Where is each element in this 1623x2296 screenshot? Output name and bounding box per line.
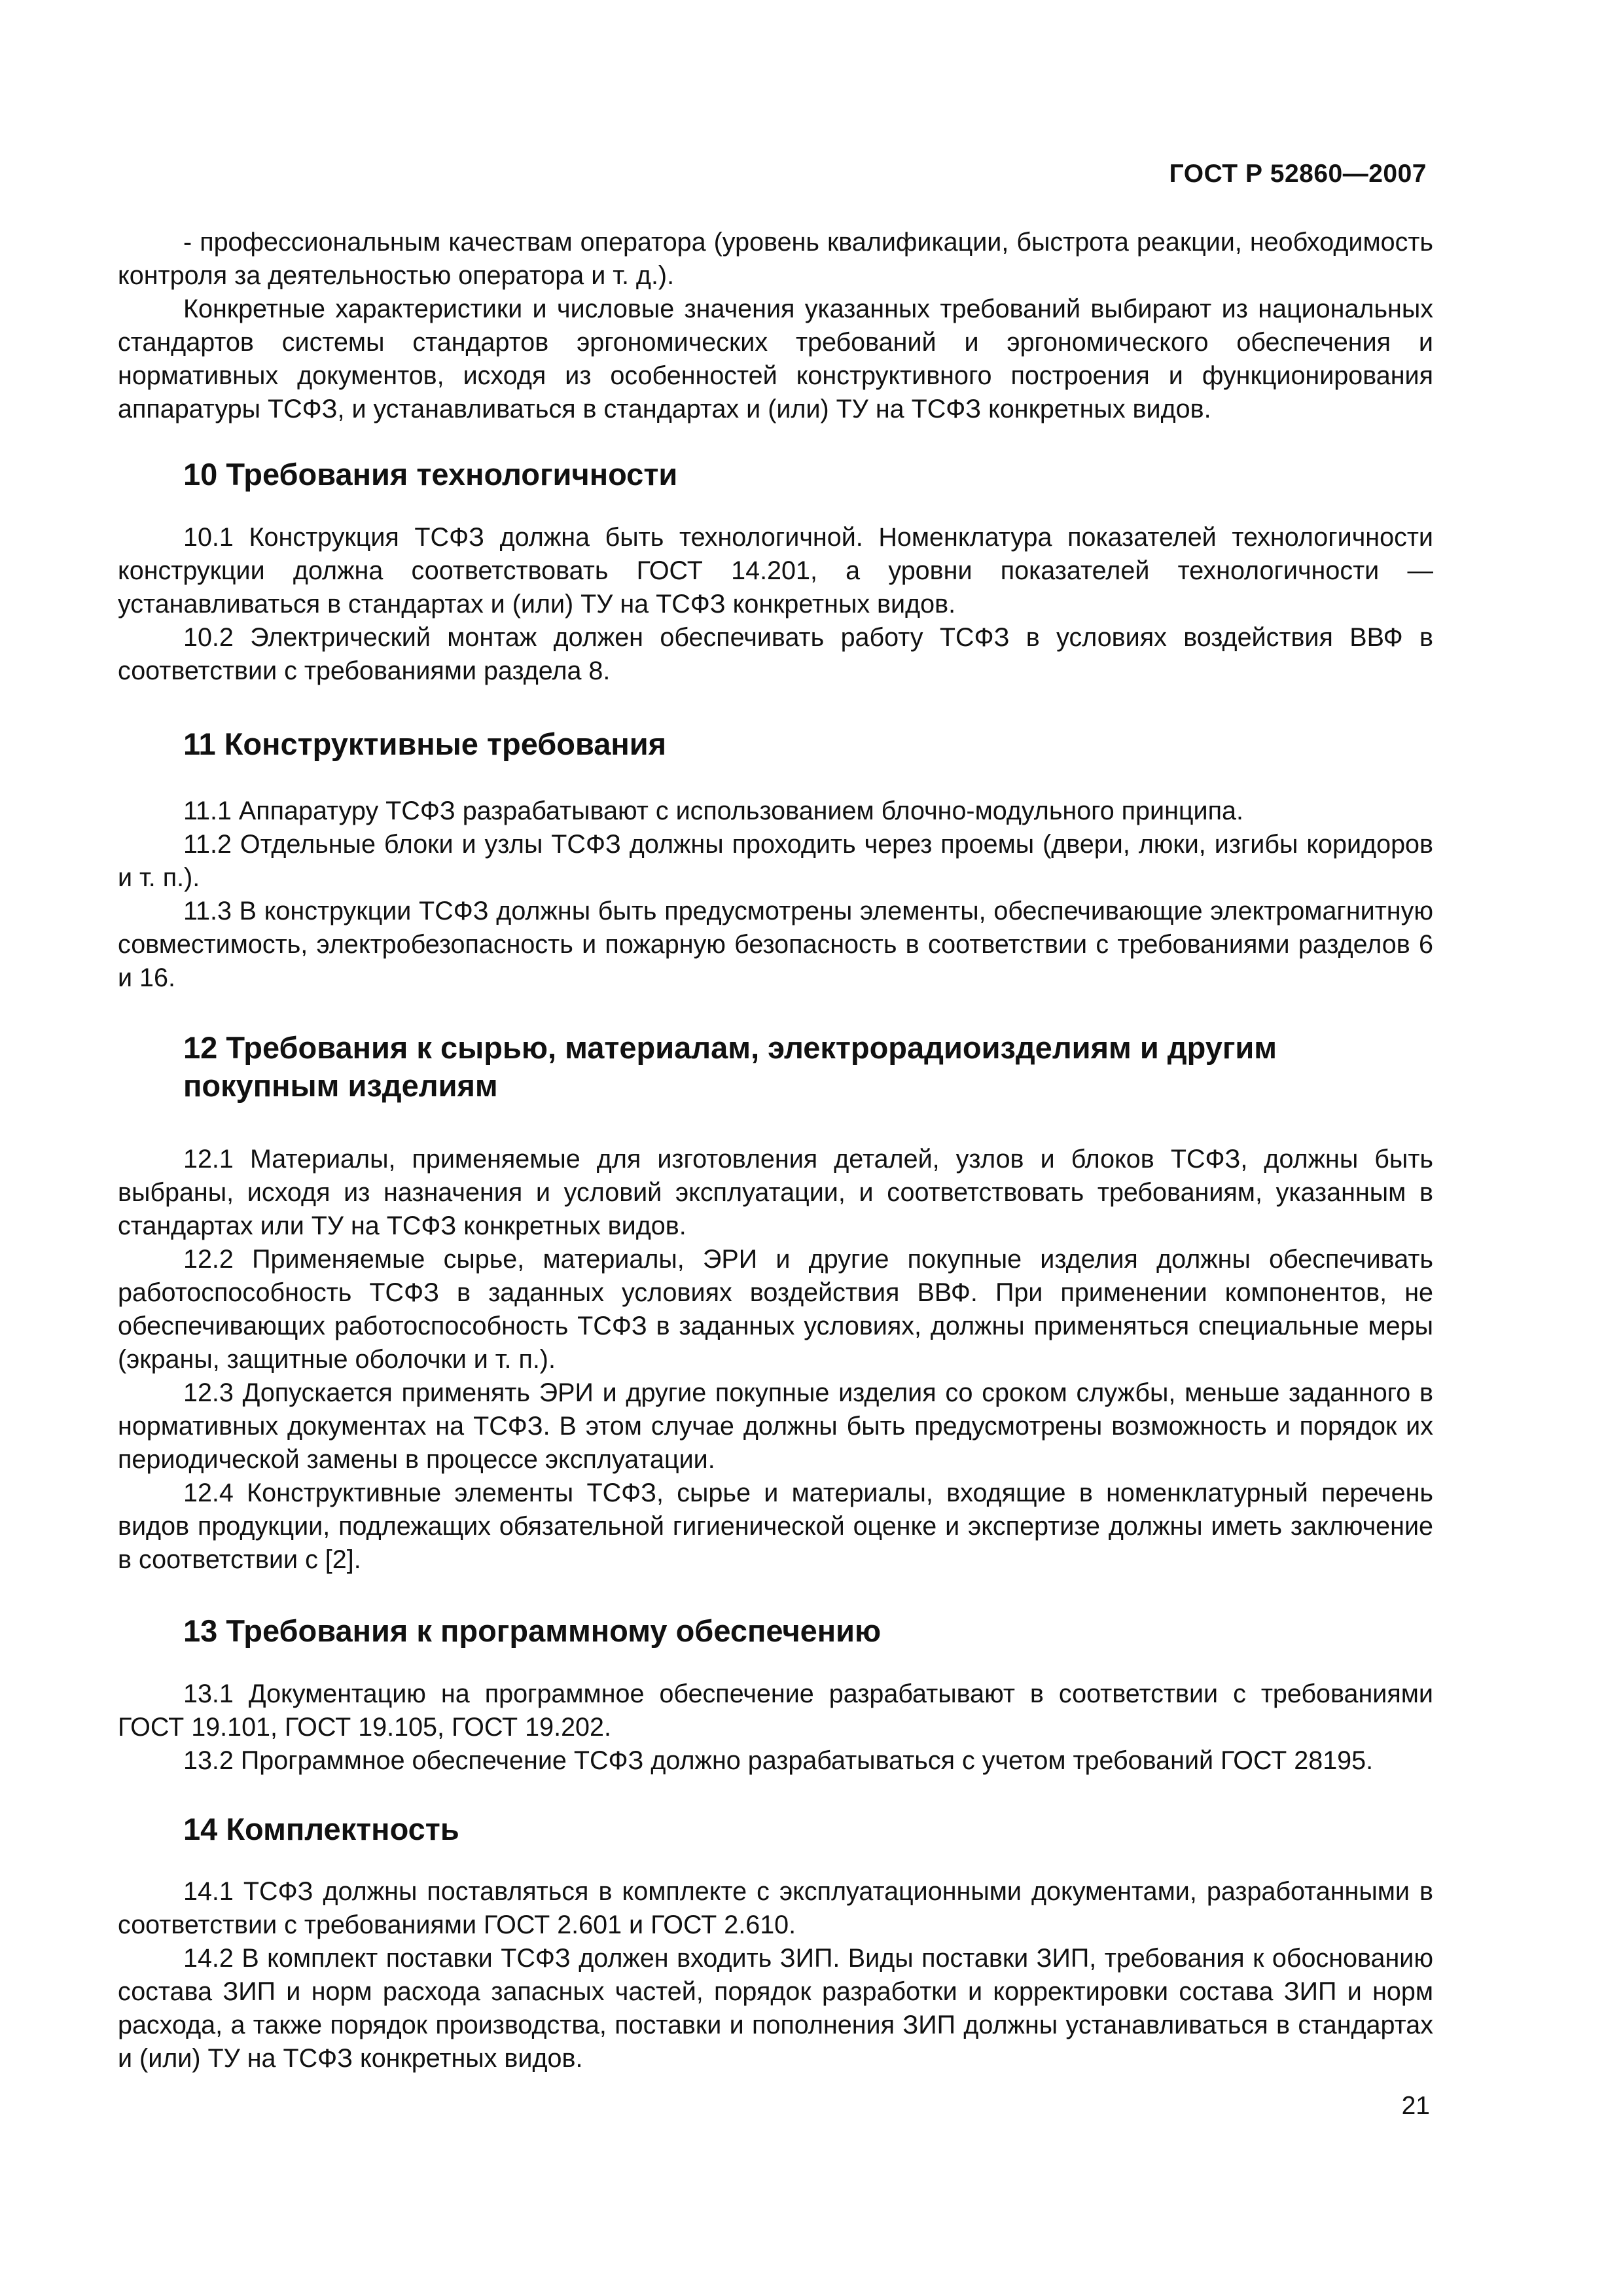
section-heading: 10 Требования технологичности	[183, 457, 678, 492]
section-heading: 14 Комплектность	[183, 1812, 459, 1846]
section-paragraph: 10.1 Конструкция ТСФЗ должна быть технологичной. Номенклатура показателей технологичности конструкции должна соответствовать ГОСТ 14.201, а уровни показателей технологичности — устанавливаться в стандартах и (или) ТУ на ТСФЗ конкретных видов.	[118, 523, 1433, 619]
section-paragraph: 12.1 Материалы, применяемые для изготовления деталей, узлов и блоков ТСФЗ, должны быть выбраны, исходя из назначения и условий эксплуатации, и соответствовать требованиям, указанным в стандартах или ТУ на ТСФЗ конкретных видов.	[118, 1145, 1433, 1240]
section-paragraph: 12.4 Конструктивные элементы ТСФЗ, сырье и материалы, входящие в номенклатурный перечень видов продукции, подлежащих обязательной гигиенической оценке и экспертизе должны иметь заключение в соответствии с [2].	[118, 1479, 1433, 1574]
section-paragraph: 14.2 В комплект поставки ТСФЗ должен входить ЗИП. Виды поставки ЗИП, требования к обоснованию состава ЗИП и норм расхода запасных частей, порядок разработки и корректировки состава ЗИП и норм расхода, а также порядок производства, поставки и пополнения ЗИП должны устанавливаться в стандартах и (или) ТУ на ТСФЗ конкретных видов.	[118, 1944, 1433, 2073]
section-13	[118, 1612, 1433, 1778]
section-paragraph: 11.2 Отдельные блоки и узлы ТСФЗ должны проходить через проемы (двери, люки, изгибы коридоров и т. п.).	[118, 830, 1433, 892]
section-heading: 12 Требования к сырью, материалам, электрорадиоизделиям и другим покупным изделиям	[183, 1030, 1277, 1103]
document-body	[118, 226, 1433, 2075]
section-paragraph: 12.3 Допускается применять ЭРИ и другие покупные изделия со сроком службы, меньше заданного в нормативных документах на ТСФЗ. В этом случае должны быть предусмотрены возможность и порядок их периодической замены в процессе эксплуатации.	[118, 1378, 1433, 1474]
section-paragraph: 11.1 Аппаратуру ТСФЗ разрабатывают с использованием блочно-модульного принципа.	[183, 797, 1243, 825]
section-paragraph: 13.1 Документацию на программное обеспечение разрабатывают в соответствии с требованиями ГОСТ 19.101, ГОСТ 19.105, ГОСТ 19.202.	[118, 1679, 1433, 1742]
section-heading: 13 Требования к программному обеспечению	[183, 1613, 882, 1648]
section-paragraph: 11.3 В конструкции ТСФЗ должны быть предусмотрены элементы, обеспечивающие электромагнитную совместимость, электробезопасность и пожарную безопасность в соответствии с требованиями разделов 6 и 16.	[118, 897, 1433, 992]
intro-paragraph: Конкретные характеристики и числовые значения указанных требований выбирают из национальных стандартов системы стандартов эргономических требований и эргономического обеспечения и нормативных документов, исходя из особенностей конструктивного построения и функционирования аппаратуры ТСФЗ, и устанавливаться в стандартах и (или) ТУ на ТСФЗ конкретных видов.	[118, 295, 1433, 423]
section-10	[118, 456, 1433, 688]
section-paragraph: 12.2 Применяемые сырье, материалы, ЭРИ и другие покупные изделия должны обеспечивать работоспособность ТСФЗ в заданных условиях воздействия ВВФ. При применении компонентов, не обеспечивающих работоспособность ТСФЗ в заданных условиях, должны применяться специальные меры (экраны, защитные оболочки и т. п.).	[118, 1245, 1433, 1374]
section-paragraph: 10.2 Электрический монтаж должен обеспечивать работу ТСФЗ в условиях воздействия ВВФ в соответствии с требованиями раздела 8.	[118, 623, 1433, 685]
section-paragraph: 13.2 Программное обеспечение ТСФЗ должно разрабатываться с учетом требований ГОСТ 28195.	[183, 1746, 1374, 1775]
section-12	[118, 1029, 1433, 1577]
section-paragraph: 14.1 ТСФЗ должны поставляться в комплекте с эксплуатационными документами, разработанными в соответствии с требованиями ГОСТ 2.601 и ГОСТ 2.610.	[118, 1877, 1433, 1939]
section-11	[118, 725, 1433, 995]
document-code-header: ГОСТ Р 52860—2007	[1169, 160, 1427, 188]
intro-paragraph: - профессиональным качествам оператора (уровень квалификации, быстрота реакции, необходимость контроля за деятельностью оператора и т. д.).	[118, 228, 1433, 290]
section-14	[118, 1810, 1433, 2075]
page-number: 21	[1401, 2092, 1430, 2120]
section-heading: 11 Конструктивные требования	[183, 726, 667, 761]
